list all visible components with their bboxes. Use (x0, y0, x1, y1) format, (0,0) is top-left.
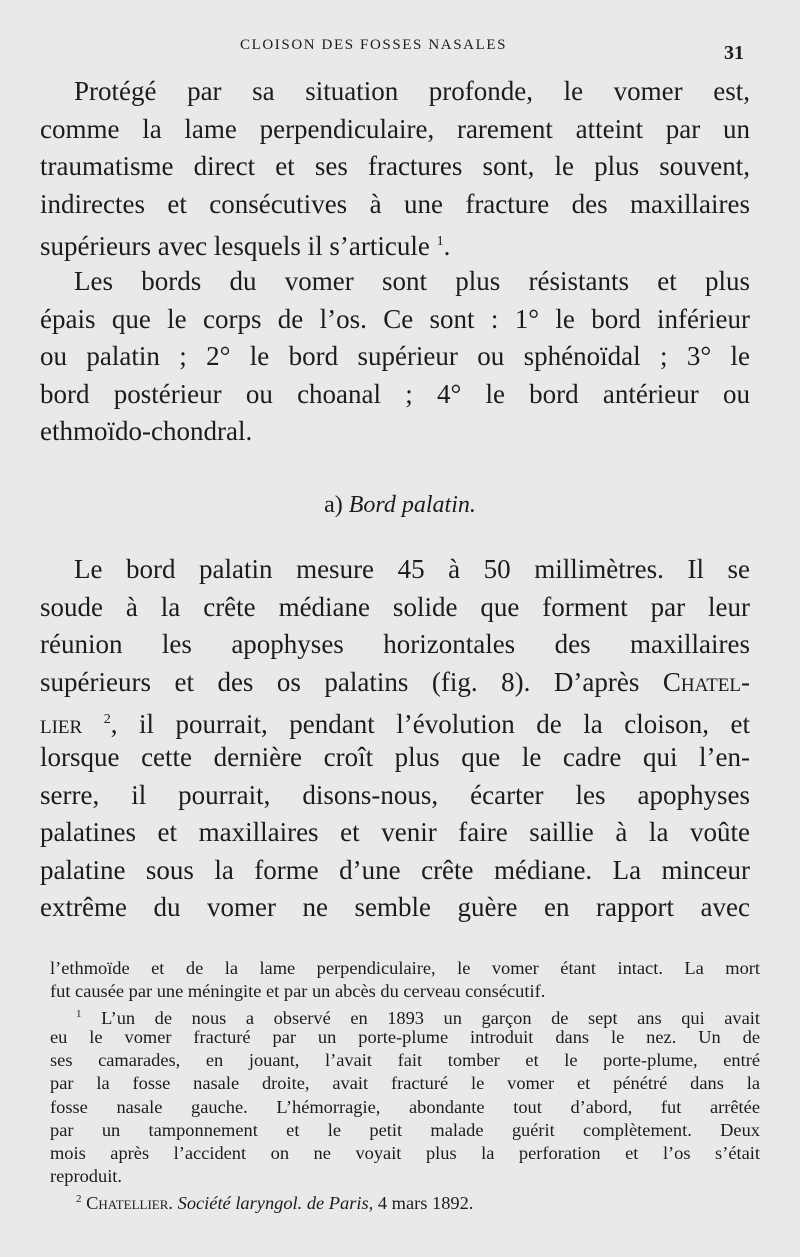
footnotes (50, 957, 760, 1211)
footnote-line: par la fosse nasale droite, avait fracturé le vomer et pénétré dans la (50, 1073, 760, 1094)
text-segment: supérieurs et des os palatins (fig. 8). D’après (40, 666, 640, 697)
text-line: extrême du vomer ne semble guère en rapport avec (40, 892, 750, 923)
footnote-line: eu le vomer fracturé par un porte-plume introduit dans le nez. Un de (50, 1027, 760, 1048)
text-segment: L’un de nous a observé en 1893 un garçon de sept ans qui avait (101, 1008, 760, 1029)
text-line (40, 664, 750, 702)
footnote-line: mois après l’accident on ne voyait plus la perforation et l’os s’était (50, 1142, 760, 1163)
text-line: ethmoïdo-chondral. (40, 416, 253, 447)
text-line: bord postérieur ou choanal ; 4° le bord antérieur ou (40, 378, 750, 409)
text-line (40, 701, 750, 739)
text-line: palatine sous la forme d’une crête médiane. La minceur (40, 854, 750, 885)
text-line: traumatisme direct et ses fractures sont, le plus souvent, (40, 151, 750, 182)
text-line (40, 223, 750, 261)
footnote-line (50, 1188, 760, 1211)
text-line: réunion les apophyses horizontales des maxillaires (40, 629, 750, 660)
footnote-line: ses camarades, en jouant, l’avait fait tomber et le porte-plume, entré (50, 1050, 760, 1071)
footnote-line: fosse nasale gauche. L’hémorragie, abondante tout d’abord, fut arrêtée (50, 1096, 760, 1117)
text-line: soude à la crête médiane solide que forment par leur (40, 591, 750, 622)
page-header (0, 34, 800, 64)
text-line: indirectes et consécutives à une fracture des maxillaires (40, 188, 750, 219)
footnote-line: l’ethmoïde et de la lame perpendiculaire, le vomer étant intact. La mort (50, 958, 760, 978)
citation-journal: Société laryngol. de Paris, (177, 1192, 374, 1213)
text-line: comme la lame perpendiculaire, rarement atteint par un (40, 113, 750, 144)
author-name: lier (40, 709, 83, 740)
section-heading (0, 492, 800, 519)
text-line: ou palatin ; 2° le bord supérieur ou sphénoïdal ; 3° le (40, 341, 750, 372)
text-segment: . (443, 231, 451, 262)
text-line: Le bord palatin mesure 45 à 50 millimètres. Il se (74, 554, 750, 584)
text-segment: , il pourrait, pendant l’évolution de la cloison, et (110, 709, 751, 740)
running-title: CLOISON DES FOSSES NASALES (240, 37, 508, 53)
paragraph-vomer-fractures (40, 73, 750, 261)
text-segment: supérieurs avec lesquels il s’articule (40, 231, 430, 262)
text-line: serre, il pourrait, disons-nous, écarter les apophyses (40, 779, 750, 810)
footnote-reference-1: 1 (436, 234, 444, 250)
section-title: Bord palatin. (348, 492, 476, 518)
footnote-line (50, 1003, 760, 1029)
author-name: Chatel- (662, 666, 750, 697)
footnote-marker-1: 1 (76, 1008, 82, 1021)
section-letter: a) (324, 492, 343, 518)
footnote-marker-2: 2 (76, 1192, 82, 1205)
footnote-line: fut causée par une méningite et par un abcès du cerveau consécutif. (50, 981, 546, 1002)
text-line: lorsque cette dernière croît plus que le cadre qui l’en- (40, 741, 750, 772)
paragraph-palatine-border (40, 551, 750, 927)
citation-date: 4 mars 1892. (377, 1192, 474, 1213)
citation-author: Chatellier. (86, 1192, 174, 1213)
footnote-line: reproduit. (50, 1165, 123, 1186)
footnote-line: par un tamponnement et le petit malade guérit complètement. Deux (50, 1119, 760, 1140)
text-line: épais que le corps de l’os. Ce sont : 1° le bord inférieur (40, 303, 750, 334)
text-line: palatines et maxillaires et venir faire saillie à la voûte (40, 817, 750, 848)
footnote-reference-2: 2 (103, 712, 111, 728)
page-number: 31 (724, 42, 744, 64)
text-line: Les bords du vomer sont plus résistants et plus (74, 266, 750, 296)
text-line: Protégé par sa situation profonde, le vomer est, (74, 76, 750, 106)
paragraph-vomer-borders (40, 263, 750, 451)
